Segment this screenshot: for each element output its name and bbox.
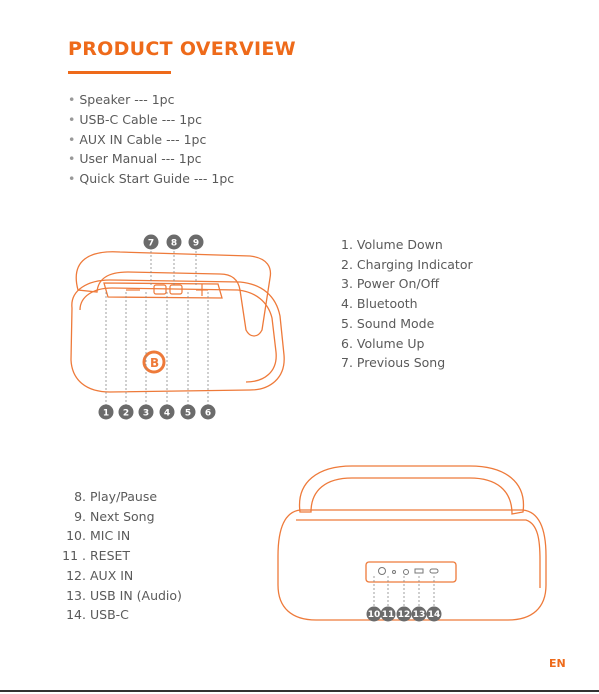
parts-item: 5. Sound Mode: [341, 315, 435, 331]
parts-item: 10. MIC IN: [66, 528, 131, 544]
callout-number: 12: [397, 610, 411, 620]
parts-item: 13. USB IN (Audio): [66, 587, 182, 603]
parts-item: 8. Play/Pause: [74, 489, 158, 504]
reset-port-icon: [393, 571, 396, 574]
mic-in-port-icon: [379, 568, 386, 575]
callout-number: 8: [170, 238, 178, 249]
callout-number: 7: [147, 238, 155, 249]
callout-number: 3: [142, 408, 150, 419]
back-body-outline: [278, 510, 546, 620]
callout-number: 4: [163, 408, 171, 419]
parts-item: 7. Previous Song: [341, 355, 446, 371]
callout-number: 1: [102, 408, 110, 419]
parts-item: 9. Next Song: [74, 508, 155, 524]
callout-number: 9: [192, 238, 200, 249]
contents-item: • User Manual --- 1pc: [68, 151, 202, 167]
page-title: PRODUCT OVERVIEW: [68, 38, 296, 60]
back-body-inner: [296, 520, 540, 588]
callout-number: 11: [381, 610, 395, 620]
parts-item: 6. Volume Up: [341, 335, 425, 351]
parts-item: 11 . RESET: [62, 548, 131, 564]
parts-item: 3. Power On/Off: [341, 276, 440, 292]
parts-item: 12. AUX IN: [66, 567, 134, 583]
speaker-body-inner: [80, 288, 276, 382]
contents-item: • USB-C Cable --- 1pc: [68, 111, 202, 127]
button-power: [154, 285, 166, 294]
back-handle-outline: [300, 466, 524, 514]
contents-item: • Speaker --- 1pc: [68, 92, 175, 107]
speaker-back-illustration: [278, 466, 546, 620]
callout-number: 13: [412, 610, 426, 620]
port-panel: [366, 562, 456, 582]
usb-c-port-icon: [430, 569, 438, 573]
parts-item: 1. Volume Down: [341, 237, 443, 252]
language-label: EN: [549, 657, 566, 670]
callout-number: 5: [184, 408, 192, 419]
callout-number: 14: [427, 610, 441, 620]
callout-number: 6: [204, 408, 212, 419]
callout-number: 10: [367, 610, 381, 620]
contents-item: • Quick Start Guide --- 1pc: [68, 171, 235, 187]
aux-in-port-icon: [404, 570, 409, 575]
parts-item: 2. Charging Indicator: [341, 256, 473, 272]
svg-text:B: B: [150, 356, 160, 370]
callout-number: 2: [122, 408, 130, 419]
contents-item: • AUX IN Cable --- 1pc: [68, 131, 207, 147]
parts-item: 14. USB-C: [66, 607, 129, 623]
page-bottom-rule: [0, 690, 599, 692]
parts-item: 4. Bluetooth: [341, 296, 418, 312]
usb-in-port-icon: [415, 569, 423, 573]
